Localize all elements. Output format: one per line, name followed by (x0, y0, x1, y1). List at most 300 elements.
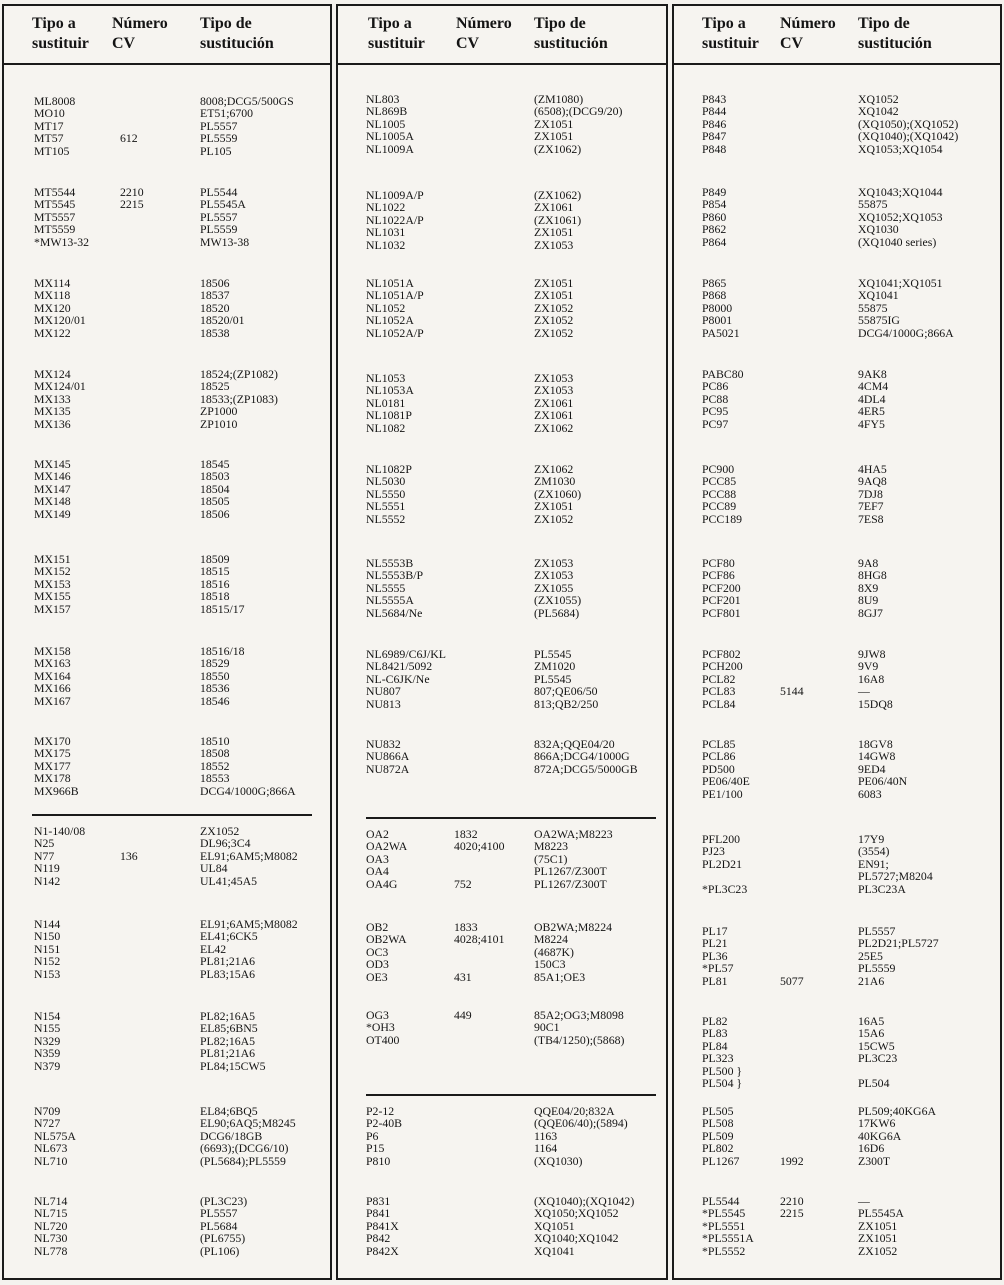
substitute-type: PL3C23 (858, 1051, 898, 1066)
substitute-type: ZX1051 (858, 1218, 898, 1233)
table-row (338, 660, 666, 672)
substitute-type: 15DQ8 (858, 696, 893, 711)
table-row (338, 840, 666, 852)
cv-number: 2215 (780, 1206, 804, 1221)
substitute-type: 8HG8 (858, 568, 887, 583)
substitute-type: ZP1000 (200, 404, 238, 419)
table-row (4, 657, 330, 669)
substitute-type: XQ1041 (858, 288, 899, 303)
substitute-type: ZX1051 (534, 225, 574, 240)
substitute-type: ZX1053 (534, 371, 574, 385)
tube-type: PCL83 (702, 684, 736, 699)
table-row (338, 1117, 666, 1129)
substitute-type: 25E5 (858, 948, 883, 963)
tube-type: MX158 (34, 644, 71, 658)
substitute-type: XQ1030 (858, 222, 899, 237)
substitute-type: (ZX1062) (534, 188, 582, 202)
tube-type: PFL200 (702, 832, 741, 846)
row-group (674, 1195, 1000, 1257)
tube-type: *PL5545 (702, 1206, 746, 1221)
table-row (338, 763, 666, 775)
tube-type: N153 (34, 966, 61, 981)
table-row (674, 223, 1000, 235)
table-row (674, 1155, 1000, 1167)
table-row (674, 975, 1000, 987)
tube-type: N359 (34, 1046, 61, 1061)
row-group (674, 93, 1000, 155)
tube-type: NL714 (34, 1194, 68, 1208)
substitute-type: 4DL4 (858, 391, 886, 406)
tube-type: OB2 (366, 920, 389, 934)
tube-type: P831 (366, 1194, 391, 1208)
column-header (338, 6, 666, 65)
tube-type: NL5555A (366, 593, 414, 608)
table-row (674, 569, 1000, 581)
table-row (4, 1232, 330, 1244)
substitute-type: PL5545A (858, 1206, 904, 1221)
cv-number: 1992 (780, 1153, 804, 1168)
tube-type: NL5551 (366, 499, 406, 514)
table-row (674, 1142, 1000, 1154)
substitute-type: 21A6 (858, 973, 885, 988)
substitute-type: 16D6 (858, 1141, 885, 1156)
tube-type: NL1052A (366, 313, 414, 328)
tube-type: P868 (702, 288, 727, 303)
tube-type: MT57 (34, 131, 64, 146)
row-group (338, 828, 666, 890)
substitute-type: EL85;6BN5 (200, 1021, 258, 1036)
substitute-type: 18553 (200, 771, 230, 786)
tube-type: PC86 (702, 379, 729, 394)
tube-type: MX148 (34, 494, 71, 509)
tube-type: P8000 (702, 300, 733, 315)
substitute-type: 18510 (200, 734, 230, 748)
substitute-type: ZX1051 (534, 288, 574, 303)
substitute-type: 872A;DCG5/5000GB (534, 761, 638, 776)
tube-type: N151 (34, 941, 61, 956)
substitute-type: PL81;21A6 (200, 1046, 256, 1061)
tube-type: N709 (34, 1104, 61, 1118)
row-group (674, 925, 1000, 987)
substitute-type: ZX1053 (534, 237, 574, 252)
column-2 (336, 4, 668, 1280)
row-group (674, 368, 1000, 430)
row-group (4, 1195, 330, 1257)
section-divider (366, 1094, 656, 1096)
row-group (338, 189, 666, 251)
substitute-type: (PL3C23) (200, 1194, 248, 1208)
row-group (4, 277, 330, 339)
substitute-type: 18506 (200, 276, 230, 290)
substitute-type: EL41;6CK5 (200, 929, 258, 944)
table-row (674, 1232, 1000, 1244)
tube-type: PC97 (702, 416, 729, 431)
tube-type: P842 (366, 1231, 391, 1246)
tube-type: P862 (702, 222, 727, 237)
tube-type: PL36 (702, 948, 728, 963)
table-row (338, 409, 666, 421)
tube-type: PCC85 (702, 474, 737, 489)
substitute-type: 8X9 (858, 580, 879, 595)
table-row (674, 858, 1000, 870)
tube-type: P841X (366, 1218, 399, 1233)
table-row (674, 475, 1000, 487)
tube-type: PL83 (702, 1026, 728, 1041)
table-row (338, 130, 666, 142)
substitute-type: ZX1053 (534, 556, 574, 570)
column-3 (672, 4, 1002, 1280)
tube-type: N154 (34, 1009, 61, 1023)
substitute-type: (3554) (858, 844, 890, 859)
table-row (674, 685, 1000, 697)
tube-type: NL1031 (366, 225, 406, 240)
table-row (674, 962, 1000, 974)
table-row (4, 682, 330, 694)
substitute-type: 85A1;OE3 (534, 969, 586, 984)
substitute-type: 55875 (858, 197, 888, 212)
tube-type: PE1/100 (702, 786, 743, 801)
substitute-type: XQ1042 (858, 104, 899, 119)
substitute-type: DCG6/18GB (200, 1128, 263, 1143)
substitute-type: 9V9 (858, 659, 879, 674)
table-row (4, 772, 330, 784)
substitute-type: PL3C23A (858, 881, 906, 896)
substitute-type: ZX1062 (534, 462, 574, 476)
substitute-type: 18520 (200, 300, 230, 315)
substitute-type: ZX1053 (534, 568, 574, 583)
tube-type: NL1051A (366, 276, 414, 290)
table-row (338, 513, 666, 525)
substitute-type: PL82;16A5 (200, 1033, 256, 1048)
substitute-type: — (858, 684, 870, 699)
table-row (338, 1142, 666, 1154)
substitute-type: PL1267/Z300T (534, 864, 607, 879)
table-row (674, 1245, 1000, 1257)
tube-type: NL6989/C6J/KL (366, 647, 446, 661)
substitute-type: 14GW8 (858, 749, 896, 764)
substitute-type: ET51;6700 (200, 106, 254, 121)
tube-type: NL8421/5092 (366, 659, 433, 674)
table-row (674, 327, 1000, 339)
tube-type: NL720 (34, 1218, 68, 1233)
substitute-type: 18529 (200, 656, 230, 671)
substitute-type: XQ1053;XQ1054 (858, 141, 943, 156)
tube-type: *PL57 (702, 961, 734, 976)
tube-type: NL1082P (366, 462, 412, 476)
tube-type: NL715 (34, 1206, 68, 1221)
cv-number: 2215 (120, 197, 144, 212)
header-numero-cv: Número CV (456, 15, 512, 52)
table-row (674, 750, 1000, 762)
substitute-type: 7ES8 (858, 511, 884, 526)
substitute-type: ZX1061 (534, 200, 574, 215)
table-row (338, 971, 666, 983)
substitute-type: ZX1061 (534, 395, 574, 410)
row-group (4, 186, 330, 248)
table-row (674, 405, 1000, 417)
table-row (674, 236, 1000, 248)
cv-number: 5077 (780, 973, 804, 988)
tube-type: PL84 (702, 1038, 728, 1053)
substitute-type: 18GV8 (858, 737, 893, 751)
substitute-type: 16A8 (858, 671, 885, 686)
substitute-type: 807;QE06/50 (534, 684, 598, 699)
substitute-type: 16A5 (858, 1014, 885, 1028)
substitute-type: 4CM4 (858, 379, 889, 394)
tube-type: PCF201 (702, 593, 741, 608)
substitute-type: EL91;6AM5;M8082 (200, 848, 298, 863)
tube-type: PL2D21 (702, 856, 742, 871)
substitute-type: M8224 (534, 932, 569, 947)
substitute-type: ZX1052 (534, 511, 574, 526)
substitute-type: MW13-38 (200, 234, 250, 249)
table-row (338, 226, 666, 238)
table-row (338, 878, 666, 890)
substitute-type: PL81;21A6 (200, 954, 256, 969)
header-tipo-a-sustituir: Tipo a sustituir (368, 15, 425, 52)
substitute-type: 18508 (200, 746, 230, 761)
tube-type: PCL82 (702, 671, 736, 686)
substitute-type: OA2WA;M8223 (534, 827, 613, 841)
tube-type: NL1022A/P (366, 212, 424, 227)
tube-type: NL1022 (366, 200, 406, 215)
header-tipo-a-sustituir: Tipo a sustituir (32, 15, 89, 52)
cv-number: 4028;4101 (454, 932, 505, 947)
tube-type: PL17 (702, 924, 728, 938)
table-row (674, 500, 1000, 512)
row-group (338, 557, 666, 619)
substitute-type: 18546 (200, 693, 230, 708)
table-row (4, 1060, 330, 1072)
table-row (4, 1155, 330, 1167)
tube-type: NU813 (366, 696, 401, 711)
substitute-type: ZX1051 (534, 499, 574, 514)
table-row (338, 1232, 666, 1244)
tube-type: PCF80 (702, 556, 735, 570)
substitute-type: 8U9 (858, 593, 879, 608)
substitute-type: PE06/40N (858, 774, 908, 789)
table-row (4, 145, 330, 157)
substitute-type: 18518 (200, 589, 230, 604)
substitute-type: (ZX1055) (534, 593, 582, 608)
substitute-type: (PL5684) (534, 605, 580, 620)
substitute-type: (ZX1062) (534, 141, 582, 156)
tube-type: NL5553B (366, 556, 414, 570)
substitute-type: 832A;QQE04/20 (534, 737, 615, 751)
row-group (4, 95, 330, 157)
substitute-type: ZX1051 (858, 1231, 898, 1246)
tube-type: PL802 (702, 1141, 734, 1156)
tube-type: MX136 (34, 416, 71, 431)
substitute-type: ZX1053 (534, 383, 574, 398)
tube-type: MT105 (34, 143, 70, 158)
substitute-type: ZX1052 (858, 1243, 898, 1258)
substitute-type: XQ1051 (534, 1218, 575, 1233)
substitute-type: 866A;DCG4/1000G (534, 749, 630, 764)
table-row (338, 1034, 666, 1046)
substitute-type: PL5684 (200, 1218, 238, 1233)
table-row (338, 1245, 666, 1257)
substitute-type: Z300T (858, 1153, 891, 1168)
tube-type: PCC88 (702, 486, 737, 501)
tube-type: OG3 (366, 1008, 389, 1022)
tube-type: OB2WA (366, 932, 407, 947)
substitute-type: PL5559 (200, 131, 238, 146)
tube-type: PCF86 (702, 568, 735, 583)
tube-type: P849 (702, 185, 727, 199)
tube-type: OD3 (366, 957, 389, 972)
tube-type: N152 (34, 954, 61, 969)
substitute-type: PL5557 (858, 924, 896, 938)
tube-type: P844 (702, 104, 727, 119)
substitute-type: 55875IG (858, 313, 900, 328)
table-row (4, 380, 330, 392)
tube-type: NL5555 (366, 580, 406, 595)
substitute-type: (QQE06/40);(5894) (534, 1116, 628, 1131)
table-row (4, 785, 330, 797)
tube-type: *PL3C23 (702, 881, 748, 896)
tube-type: N142 (34, 873, 61, 888)
table-row (4, 565, 330, 577)
tube-type: N727 (34, 1116, 61, 1131)
tube-type: N144 (34, 917, 61, 931)
substitute-type: 18504 (200, 481, 230, 496)
tube-type: NL1009A/P (366, 188, 424, 202)
table-row (674, 607, 1000, 619)
substitute-type: 18537 (200, 288, 230, 303)
substitute-type: 4HA5 (858, 462, 887, 476)
tube-type: PCL86 (702, 749, 736, 764)
tube-type: P864 (702, 234, 727, 249)
row-group (4, 1010, 330, 1072)
tube-type: PA5021 (702, 325, 740, 340)
cv-number: 612 (120, 131, 138, 146)
substitute-type: XQ1041;XQ1051 (858, 276, 943, 290)
substitute-type: ZX1061 (534, 408, 574, 423)
tube-type: NL5030 (366, 474, 406, 489)
cv-number: 449 (454, 1008, 472, 1022)
tube-type: NL730 (34, 1231, 68, 1246)
table-row (4, 1207, 330, 1219)
tube-type: MX120 (34, 300, 71, 315)
substitute-type: PL5544 (200, 185, 238, 199)
table-row (4, 1142, 330, 1154)
tube-type: MX157 (34, 601, 71, 616)
tube-type: N155 (34, 1021, 61, 1036)
substitute-type: 7EF7 (858, 499, 884, 514)
substitute-type: 18525 (200, 379, 230, 394)
tube-type: PABC80 (702, 367, 744, 381)
table-row (338, 475, 666, 487)
row-group (338, 1195, 666, 1257)
substitute-type: 18524;(ZP1082) (200, 367, 278, 381)
tube-type: MX177 (34, 758, 71, 773)
substitute-type: (XQ1040);(XQ1042) (534, 1194, 635, 1208)
table-row (4, 955, 330, 967)
tube-type: MT5559 (34, 222, 76, 237)
substitute-type: PL5559 (200, 222, 238, 237)
tube-type: PCL84 (702, 696, 736, 711)
table-row (4, 875, 330, 887)
cv-number: 136 (120, 848, 138, 863)
tube-type: NL5553B/P (366, 568, 424, 583)
section-divider (366, 817, 656, 819)
table-row (674, 198, 1000, 210)
tube-type: PCF200 (702, 580, 741, 595)
header-tipo-a-sustituir: Tipo a sustituir (702, 15, 759, 52)
row-group (4, 735, 330, 797)
substitute-type: ZX1052 (534, 300, 574, 315)
tube-type: NL1081P (366, 408, 412, 423)
tube-type: PL5544 (702, 1194, 740, 1208)
row-group (674, 1015, 1000, 1089)
tube-type: PD500 (702, 761, 735, 776)
table-row (674, 883, 1000, 895)
table-row (338, 314, 666, 326)
substitute-type: (6508);(DCG9/20) (534, 104, 623, 119)
tube-type: P8001 (702, 313, 733, 328)
tube-type: PCC189 (702, 511, 742, 526)
tube-type: *MW13-32 (34, 234, 90, 249)
substitute-type: 4FY5 (858, 416, 885, 431)
table-row (674, 105, 1000, 117)
substitute-type: PL5727;M8204 (858, 869, 933, 884)
substitute-type: 18516 (200, 576, 230, 591)
tube-type: MX155 (34, 589, 71, 604)
tube-type: N1-140/08 (34, 824, 86, 838)
tube-type: MX120/01 (34, 313, 86, 328)
tube-type: MX145 (34, 457, 71, 471)
substitute-type: 18509 (200, 552, 230, 566)
tube-type: MX163 (34, 656, 71, 671)
tube-type: ML8008 (34, 94, 76, 108)
substitute-type: 18515 (200, 564, 230, 579)
substitute-type: 18516/18 (200, 644, 245, 658)
tube-type: NL1082 (366, 420, 406, 435)
substitute-type: 4ER5 (858, 404, 885, 419)
substitute-type: DCG4/1000G;866A (200, 783, 296, 798)
substitute-type: 8GJ7 (858, 605, 883, 620)
header-numero-cv: Número CV (112, 15, 168, 52)
substitute-type: XQ1052 (858, 92, 899, 106)
substitute-type: EL91;6AM5;M8082 (200, 917, 298, 931)
tube-type: N25 (34, 836, 55, 851)
cv-number: 1832 (454, 827, 478, 841)
substitute-type: PL105 (200, 143, 232, 158)
substitute-type: ZX1052 (534, 313, 574, 328)
substitute-type: (TB4/1250);(5868) (534, 1032, 625, 1047)
substitute-type: (XQ1030) (534, 1153, 583, 1168)
tube-type: PC900 (702, 462, 735, 476)
row-group (674, 833, 1000, 895)
substitute-type: ZX1055 (534, 580, 574, 595)
tube-type: PCF801 (702, 605, 741, 620)
substitute-type: PL2D21;PL5727 (858, 936, 939, 951)
table-row (338, 1155, 666, 1167)
header-tipo-de-sustitucion: Tipo de sustitución (200, 15, 274, 52)
tube-type: P842X (366, 1243, 399, 1258)
substitute-type: (ZX1061) (534, 212, 582, 227)
row-group (338, 648, 666, 710)
tube-type: P860 (702, 209, 727, 224)
tube-type: NL673 (34, 1141, 68, 1156)
column-header (4, 6, 330, 65)
tube-type: OE3 (366, 969, 388, 984)
tube-type: PL504 } (702, 1075, 743, 1090)
substitute-type: 1163 (534, 1128, 558, 1143)
tube-type: OC3 (366, 944, 389, 959)
substitute-type: 9AK8 (858, 367, 887, 381)
